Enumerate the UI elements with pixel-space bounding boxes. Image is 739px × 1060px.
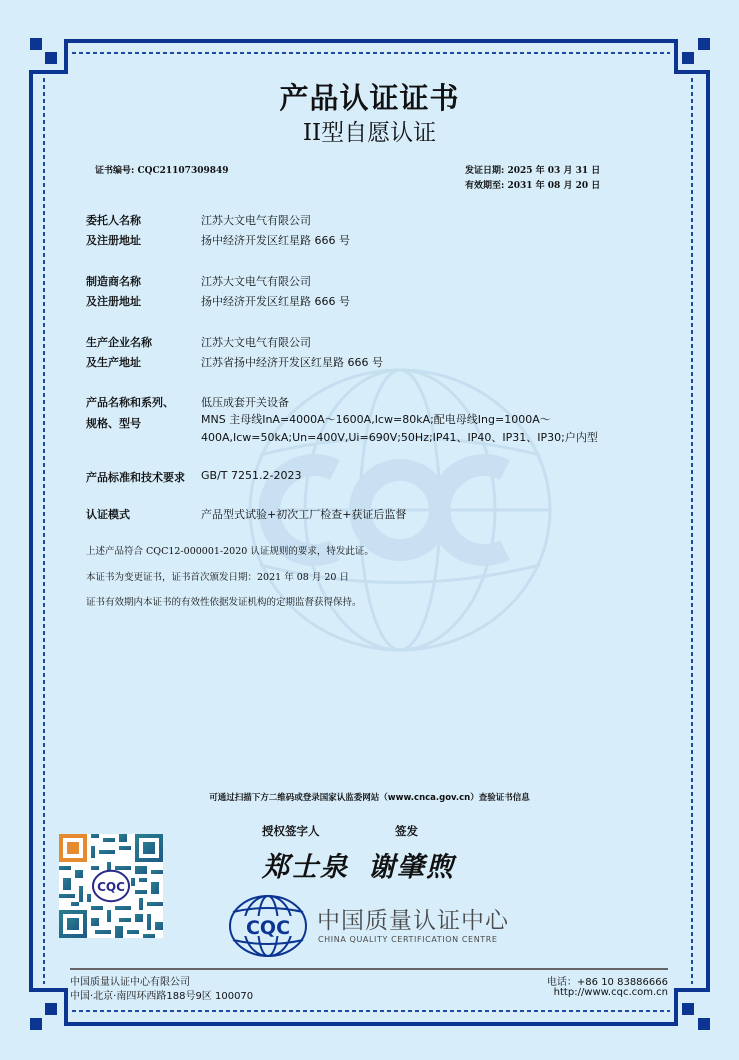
footer-company: 中国质量认证中心有限公司 (70, 977, 190, 988)
verify-instructions: 可通过扫描下方二维码或登录国家认监委网站（www.cnca.gov.cn）查验证书信息 (209, 793, 530, 803)
issuer-signature: 谢肇煦 (368, 852, 455, 883)
expiry-date-label: 有效期至: (465, 181, 505, 191)
client-address-label: 及注册地址 (86, 234, 141, 247)
manufacturer-address: 扬中经济开发区红星路 666 号 (201, 295, 350, 308)
certificate-number-value: CQC21107309849 (137, 166, 229, 176)
note-validity: 证书有效期内本证书的有效性依据发证机构的定期监督获得保持。 (86, 597, 362, 608)
signatory-signature: 郑士泉 (262, 852, 349, 883)
standard-label: 产品标准和技术要求 (86, 471, 185, 484)
factory-address-label: 及生产地址 (86, 356, 141, 369)
footer-phone: 电话：+86 10 83886666 (546, 977, 668, 988)
certificate-title: 产品认证证书 (279, 81, 460, 115)
footer-address: 中国·北京·南四环西路188号9区 100070 (70, 991, 254, 1002)
factory-address: 江苏省扬中经济开发区红星路 666 号 (201, 356, 383, 369)
manufacturer-name-label: 制造商名称 (86, 275, 141, 288)
issuer-label: 签发 (395, 824, 418, 838)
product-spec-label: 规格、型号 (86, 417, 141, 430)
note-compliance: 上述产品符合 CQC12-000001-2020 认证规则的要求，特发此证。 (86, 546, 374, 557)
cqc-chinese-name: 中国质量认证中心 (317, 908, 509, 934)
cqc-logo-icon (228, 894, 308, 958)
standard-value: GB/T 7251.2-2023 (201, 469, 302, 482)
certificate-number-label: 证书编号: (95, 166, 135, 176)
client-name-label: 委托人名称 (86, 214, 141, 227)
manufacturer-address-label: 及注册地址 (86, 295, 141, 308)
factory-name-label: 生产企业名称 (86, 336, 152, 349)
qr-center-logo: CQC (97, 879, 125, 894)
product-spec-line2: 400A,Icw=50kA;Un=400V,Ui=690V;50Hz;IP41、IP40、IP31、IP30;户内型 (201, 431, 598, 444)
expiry-date (465, 178, 600, 191)
cqc-english-name: CHINA QUALITY CERTIFICATION CENTRE (318, 935, 498, 944)
manufacturer-name: 江苏大文电气有限公司 (201, 275, 311, 288)
expiry-date-value: 2031 年 08 月 20 日 (507, 181, 601, 191)
issue-date (465, 163, 600, 176)
client-address: 扬中经济开发区红星路 666 号 (201, 234, 350, 247)
certificate-subtitle: II型自愿认证 (302, 120, 437, 146)
footer-website-link[interactable]: http://www.cqc.com.cn (553, 987, 668, 998)
qr-code-icon[interactable] (59, 834, 163, 938)
cqc-logo-mark: CQC (245, 917, 291, 939)
signatory-label: 授权签字人 (262, 824, 320, 838)
note-change: 本证书为变更证书，证书首次颁发日期：2021 年 08 月 20 日 (86, 572, 349, 583)
issue-date-label: 发证日期: (465, 166, 505, 176)
certificate-number (95, 163, 229, 176)
cert-mode-value: 产品型式试验+初次工厂检查+获证后监督 (201, 508, 407, 521)
factory-name: 江苏大文电气有限公司 (201, 336, 311, 349)
client-name: 江苏大文电气有限公司 (201, 214, 311, 227)
product-spec-line1: MNS 主母线InA=4000A～1600A,Icw=80kA;配电母线Ing=1000A～ (201, 413, 551, 426)
cert-mode-label: 认证模式 (86, 508, 130, 521)
product-name-label: 产品名称和系列、 (86, 396, 174, 409)
issue-date-value: 2025 年 03 月 31 日 (507, 166, 601, 176)
product-name: 低压成套开关设备 (201, 396, 289, 409)
